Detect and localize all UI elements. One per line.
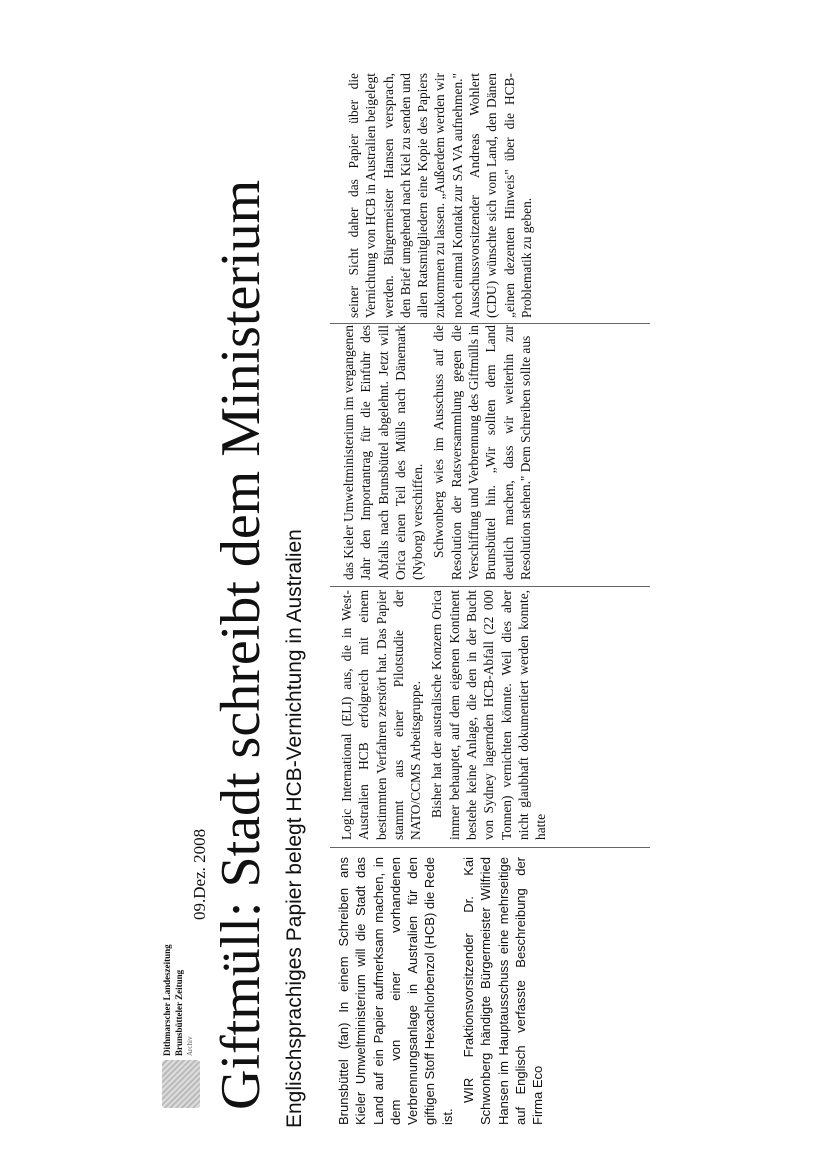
column-divider [330, 586, 650, 587]
paragraph: seiner Sicht daher das Papier über die Vernichtung von HCB in Australien beigelegt werden. Bürgermeister Hansen versprach, den Brief umgehend nach Kiel zu senden und allen Ratsmitgliedern eine Kopie des Papiers zukommen zu lassen. „Außerdem werden wir noch einmal Kontakt zur SA VA aufnehmen." Ausschussvorsitzender Andreas Wohlert (CDU) wünschte sich vom Land, den Dänen „einen dezenten Hinweis" über die HCB-Problematik zu geben. [346, 73, 534, 318]
paragraph: Logic International (ELI) aus, die in West-Australien HCB erfolgreich mit einem bestimmten Verfahren zerstört hat. Das Papier stammt aus einer Pilotstudie der NATO/CCMS Arbeitsgruppe. [339, 590, 424, 840]
column-divider [330, 323, 650, 324]
masthead-title: Dithmarscher Landeszeitung [162, 944, 172, 1056]
article-column-2 [338, 590, 668, 840]
paragraph: Bisher hat der australische Konzern Orica immer behauptet, auf dem eigenen Kontinent bestehe keine Anlage, die den in der Bucht von Sydney lagernden HCB-Abfall (22 000 Tonnen) vernichten könnte. Weil dies aber nicht glaubhaft dokumentiert werden konnte, hatte [429, 590, 549, 840]
article-subheadline: Englischsprachiges Papier belegt HCB-Vernichtung in Australien [283, 529, 306, 1128]
article-headline: Giftmüll: Stadt schreibt dem Ministerium [210, 179, 272, 1110]
masthead-logo-icon [162, 1060, 200, 1108]
publication-date: 09.Dez. 2008 [190, 828, 209, 920]
paragraph: Schwonberg wies im Ausschuss auf die Resolution der Ratsversammlung gegen die Verschiffung und Verbrennung des Giftmülls in Brunsbüttel hin. „Wir sollten dem Land deutlich machen, dass wir weiterhin zur Resolution stehen." Dem Schreiben sollte aus [431, 325, 533, 580]
column-divider [330, 847, 650, 848]
article-column-1 [335, 857, 665, 1125]
masthead-subtitle: Brunsbütteler Zeitung [174, 969, 184, 1056]
article-column-3 [340, 325, 670, 580]
paragraph: Brunsbüttel (fan) In einem Schreiben ans Kieler Umweltministerium will die Stadt das Land auf ein Papier aufmerksam machen, in dem von einer vorhandenen Verbrennungsanlage in Australien für den giftigen Stoff Hexachlorbenzol (HCB) die Rede ist. [336, 857, 455, 1125]
paragraph: das Kieler Umweltministerium im vergangenen Jahr den Importantrag für die Einfuhr des Abfalls nach Brunsbüttel abgelehnt. Jetzt will Orica einen Teil des Mülls nach Dänemark (Nyborg) verschiffen. [341, 325, 426, 580]
newspaper-masthead [160, 944, 208, 1108]
paragraph: WIR Fraktionsvorsitzender Dr. Kai Schwonberg händigte Bürgermeister Wilfried Hansen im Hauptausschuss eine mehrseitige auf Englisch verfasste Beschreibung der Firma Eco [461, 857, 546, 1125]
masthead-note: Archiv [186, 1036, 194, 1056]
article-column-4 [345, 73, 675, 318]
